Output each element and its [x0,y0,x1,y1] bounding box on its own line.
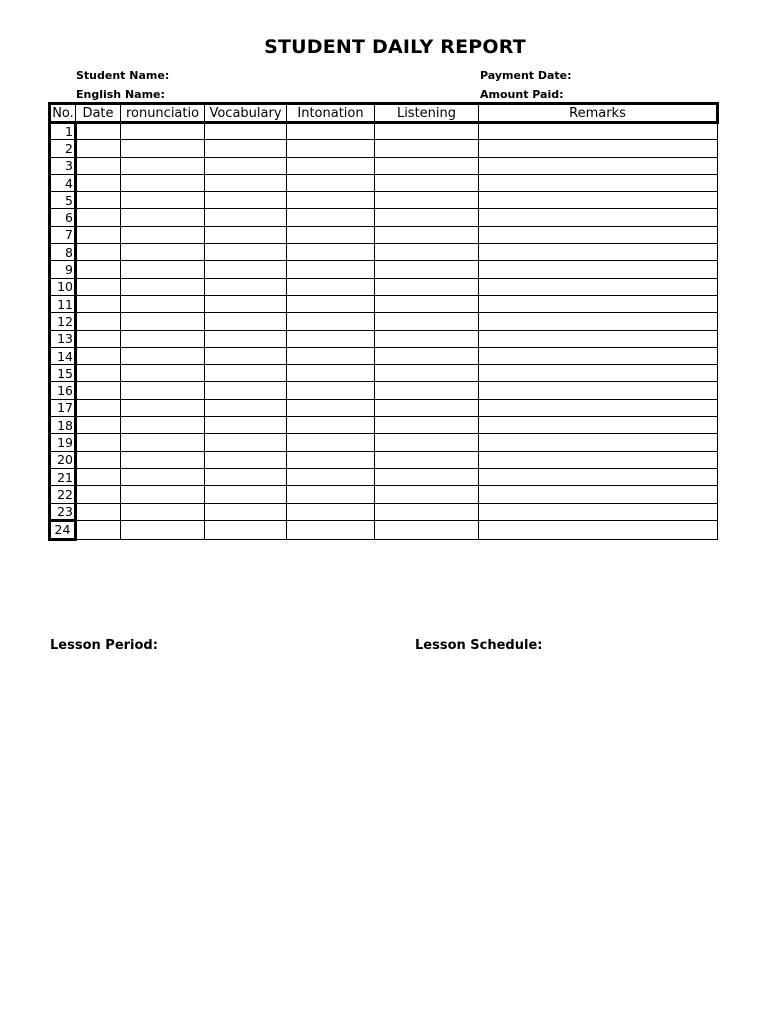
listening-cell[interactable] [375,451,479,468]
pronunciation-cell[interactable] [121,468,205,485]
listening-cell[interactable] [375,174,479,191]
vocabulary-cell[interactable] [205,434,287,451]
table-row [50,486,718,503]
listening-cell[interactable] [375,330,479,347]
pronunciation-cell[interactable] [121,520,205,539]
vocabulary-cell[interactable] [205,295,287,312]
intonation-cell[interactable] [287,313,375,330]
table-row [50,278,718,295]
row-number: 23 [50,503,76,520]
table-row [50,417,718,434]
remarks-cell[interactable] [479,468,718,485]
report-title: STUDENT DAILY REPORT [264,36,526,58]
vocabulary-cell[interactable] [205,347,287,364]
date-cell[interactable] [76,347,121,364]
pronunciation-cell[interactable] [121,123,205,140]
remarks-cell[interactable] [479,434,718,451]
remarks-cell[interactable] [479,157,718,174]
header-pronunciation: ronunciatio [121,104,205,123]
intonation-cell[interactable] [287,503,375,520]
remarks-cell[interactable] [479,399,718,416]
intonation-cell[interactable] [287,382,375,399]
table-row [50,399,718,416]
date-cell[interactable] [76,226,121,243]
date-cell[interactable] [76,209,121,226]
vocabulary-cell[interactable] [205,209,287,226]
listening-cell[interactable] [375,226,479,243]
row-number: 2 [50,140,76,157]
vocabulary-cell[interactable] [205,503,287,520]
table-row [50,157,718,174]
table-row [50,295,718,312]
table-row [50,434,718,451]
header-row [50,104,718,123]
pronunciation-cell[interactable] [121,347,205,364]
date-cell[interactable] [76,192,121,209]
lesson-period-label: Lesson Period: [50,638,158,653]
pronunciation-cell[interactable] [121,157,205,174]
table-row [50,209,718,226]
table-row [50,468,718,485]
listening-cell[interactable] [375,313,479,330]
intonation-cell[interactable] [287,226,375,243]
vocabulary-cell[interactable] [205,192,287,209]
listening-cell[interactable] [375,261,479,278]
table-row [50,313,718,330]
english-name-label: English Name: [76,88,165,101]
listening-cell[interactable] [375,417,479,434]
table-row [50,174,718,191]
pronunciation-cell[interactable] [121,486,205,503]
row-number: 12 [50,313,76,330]
remarks-cell[interactable] [479,209,718,226]
pronunciation-cell[interactable] [121,295,205,312]
remarks-cell[interactable] [479,365,718,382]
remarks-cell[interactable] [479,174,718,191]
row-number: 17 [50,399,76,416]
pronunciation-cell[interactable] [121,226,205,243]
listening-cell[interactable] [375,503,479,520]
listening-cell[interactable] [375,382,479,399]
daily-report-table [48,102,719,541]
row-number: 5 [50,192,76,209]
date-cell[interactable] [76,399,121,416]
listening-cell[interactable] [375,278,479,295]
table-row [50,503,718,520]
date-cell[interactable] [76,382,121,399]
table-row [50,226,718,243]
intonation-cell[interactable] [287,520,375,539]
header-remarks: Remarks [479,104,718,123]
row-number: 1 [50,123,76,140]
row-number: 18 [50,417,76,434]
remarks-cell[interactable] [479,503,718,520]
row-number: 24 [50,520,76,539]
intonation-cell[interactable] [287,192,375,209]
date-cell[interactable] [76,278,121,295]
vocabulary-cell[interactable] [205,417,287,434]
student-name-label: Student Name: [76,69,170,82]
pronunciation-cell[interactable] [121,330,205,347]
table-row [50,451,718,468]
vocabulary-cell[interactable] [205,486,287,503]
header-no: No. [50,104,76,123]
pronunciation-cell[interactable] [121,244,205,261]
vocabulary-cell[interactable] [205,226,287,243]
intonation-cell[interactable] [287,244,375,261]
table-row [50,123,718,140]
intonation-cell[interactable] [287,434,375,451]
vocabulary-cell[interactable] [205,140,287,157]
intonation-cell[interactable] [287,123,375,140]
date-cell[interactable] [76,313,121,330]
intonation-cell[interactable] [287,347,375,364]
pronunciation-cell[interactable] [121,278,205,295]
remarks-cell[interactable] [479,417,718,434]
row-number: 11 [50,295,76,312]
pronunciation-cell[interactable] [121,140,205,157]
remarks-cell[interactable] [479,520,718,539]
remarks-cell[interactable] [479,140,718,157]
row-number: 6 [50,209,76,226]
remarks-cell[interactable] [479,278,718,295]
remarks-cell[interactable] [479,192,718,209]
table-row [50,140,718,157]
pronunciation-cell[interactable] [121,503,205,520]
table-row [50,382,718,399]
pronunciation-cell[interactable] [121,417,205,434]
date-cell[interactable] [76,520,121,539]
intonation-cell[interactable] [287,451,375,468]
vocabulary-cell[interactable] [205,174,287,191]
remarks-cell[interactable] [479,295,718,312]
vocabulary-cell[interactable] [205,399,287,416]
row-number: 8 [50,244,76,261]
row-number: 22 [50,486,76,503]
listening-cell[interactable] [375,192,479,209]
row-number: 4 [50,174,76,191]
row-number: 15 [50,365,76,382]
pronunciation-cell[interactable] [121,365,205,382]
row-number: 21 [50,468,76,485]
vocabulary-cell[interactable] [205,261,287,278]
remarks-cell[interactable] [479,226,718,243]
pronunciation-cell[interactable] [121,192,205,209]
date-cell[interactable] [76,417,121,434]
row-number: 14 [50,347,76,364]
date-cell[interactable] [76,503,121,520]
date-cell[interactable] [76,434,121,451]
remarks-cell[interactable] [479,382,718,399]
header-listening: Listening [375,104,479,123]
lesson-schedule-label: Lesson Schedule: [415,638,543,653]
listening-cell[interactable] [375,244,479,261]
date-cell[interactable] [76,174,121,191]
date-cell[interactable] [76,261,121,278]
row-number: 13 [50,330,76,347]
intonation-cell[interactable] [287,278,375,295]
payment-date-label: Payment Date: [480,69,572,82]
pronunciation-cell[interactable] [121,261,205,278]
report-body [50,123,718,540]
vocabulary-cell[interactable] [205,278,287,295]
date-cell[interactable] [76,486,121,503]
table-row [50,192,718,209]
vocabulary-cell[interactable] [205,382,287,399]
date-cell[interactable] [76,468,121,485]
vocabulary-cell[interactable] [205,468,287,485]
pronunciation-cell[interactable] [121,434,205,451]
row-number: 7 [50,226,76,243]
date-cell[interactable] [76,365,121,382]
header-date: Date [76,104,121,123]
row-number: 9 [50,261,76,278]
intonation-cell[interactable] [287,417,375,434]
table-row [50,347,718,364]
intonation-cell[interactable] [287,295,375,312]
table-row [50,244,718,261]
intonation-cell[interactable] [287,261,375,278]
vocabulary-cell[interactable] [205,313,287,330]
table-row [50,330,718,347]
listening-cell[interactable] [375,365,479,382]
intonation-cell[interactable] [287,486,375,503]
pronunciation-cell[interactable] [121,399,205,416]
intonation-cell[interactable] [287,157,375,174]
pronunciation-cell[interactable] [121,174,205,191]
listening-cell[interactable] [375,140,479,157]
remarks-cell[interactable] [479,244,718,261]
listening-cell[interactable] [375,347,479,364]
date-cell[interactable] [76,123,121,140]
remarks-cell[interactable] [479,123,718,140]
vocabulary-cell[interactable] [205,365,287,382]
vocabulary-cell[interactable] [205,330,287,347]
remarks-cell[interactable] [479,451,718,468]
intonation-cell[interactable] [287,330,375,347]
listening-cell[interactable] [375,123,479,140]
listening-cell[interactable] [375,157,479,174]
row-number: 16 [50,382,76,399]
remarks-cell[interactable] [479,347,718,364]
intonation-cell[interactable] [287,365,375,382]
remarks-cell[interactable] [479,313,718,330]
date-cell[interactable] [76,295,121,312]
date-cell[interactable] [76,451,121,468]
date-cell[interactable] [76,157,121,174]
intonation-cell[interactable] [287,468,375,485]
row-number: 10 [50,278,76,295]
intonation-cell[interactable] [287,140,375,157]
listening-cell[interactable] [375,434,479,451]
header-vocabulary: Vocabulary [205,104,287,123]
amount-paid-label: Amount Paid: [480,88,564,101]
vocabulary-cell[interactable] [205,520,287,539]
table-row [50,520,718,539]
table-row [50,261,718,278]
row-number: 3 [50,157,76,174]
listening-cell[interactable] [375,486,479,503]
listening-cell[interactable] [375,295,479,312]
table-row [50,365,718,382]
intonation-cell[interactable] [287,399,375,416]
date-cell[interactable] [76,140,121,157]
vocabulary-cell[interactable] [205,123,287,140]
intonation-cell[interactable] [287,174,375,191]
vocabulary-cell[interactable] [205,451,287,468]
intonation-cell[interactable] [287,209,375,226]
vocabulary-cell[interactable] [205,244,287,261]
date-cell[interactable] [76,330,121,347]
listening-cell[interactable] [375,209,479,226]
remarks-cell[interactable] [479,330,718,347]
pronunciation-cell[interactable] [121,313,205,330]
pronunciation-cell[interactable] [121,382,205,399]
pronunciation-cell[interactable] [121,209,205,226]
remarks-cell[interactable] [479,261,718,278]
pronunciation-cell[interactable] [121,451,205,468]
row-number: 19 [50,434,76,451]
vocabulary-cell[interactable] [205,157,287,174]
listening-cell[interactable] [375,520,479,539]
listening-cell[interactable] [375,399,479,416]
header-intonation: Intonation [287,104,375,123]
remarks-cell[interactable] [479,486,718,503]
listening-cell[interactable] [375,468,479,485]
row-number: 20 [50,451,76,468]
date-cell[interactable] [76,244,121,261]
